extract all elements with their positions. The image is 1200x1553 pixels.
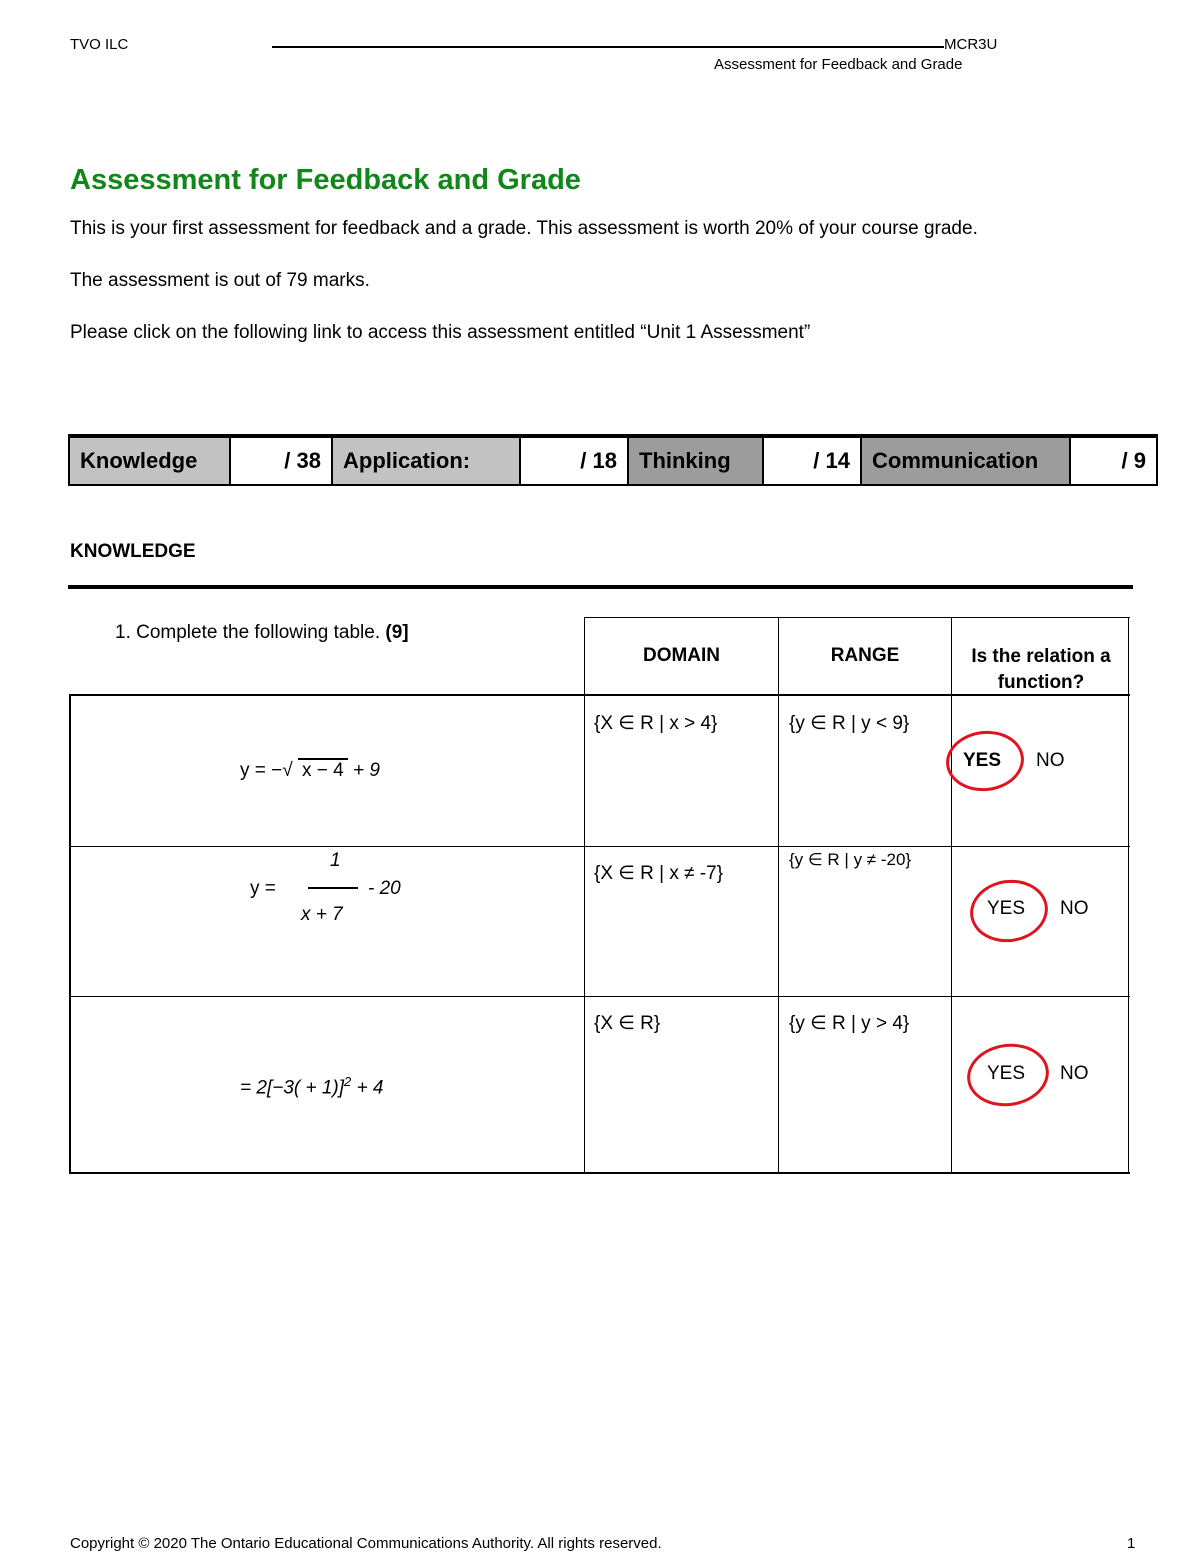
score-label-application: Application: bbox=[332, 436, 520, 485]
header-rule bbox=[272, 46, 944, 48]
row-1-yes-circle bbox=[943, 727, 1027, 795]
row-1-eq-lhs: y = −√ bbox=[240, 760, 293, 781]
section-heading: KNOWLEDGE bbox=[70, 541, 196, 562]
row-1-eq-radicand: x − 4 bbox=[298, 758, 348, 781]
header-course: MCR3U bbox=[944, 36, 998, 53]
row-2-no: NO bbox=[1060, 898, 1089, 919]
intro-paragraph-1: This is your first assessment for feedback and a grade. This assessment is worth 20% of your course grade. bbox=[70, 218, 978, 239]
row-3-eq-tail: + 4 bbox=[356, 1077, 384, 1099]
footer-copyright: Copyright © 2020 The Ontario Educational Communications Authority. All rights reserved. bbox=[70, 1535, 662, 1552]
question-1 bbox=[115, 622, 409, 644]
row-2-yes: YES bbox=[987, 898, 1026, 919]
row-2-fraction-bar bbox=[308, 887, 358, 889]
row-1-domain: {X ∈ R | x > 4} bbox=[594, 713, 718, 734]
row-3-eq-main: = 2[−3( + 1)] bbox=[240, 1077, 345, 1099]
row-2-yes-circle bbox=[966, 875, 1052, 947]
intro-paragraph-3: Please click on the following link to access this assessment entitled “Unit 1 Assessment” bbox=[70, 322, 811, 343]
row-3-domain: {X ∈ R} bbox=[594, 1013, 661, 1034]
score-value-knowledge: / 38 bbox=[230, 436, 332, 485]
header-subtitle: Assessment for Feedback and Grade bbox=[714, 56, 963, 73]
row-1-range: {y ∈ R | y < 9} bbox=[789, 713, 910, 734]
row-1-no: NO bbox=[1036, 750, 1065, 771]
intro-paragraph-2: The assessment is out of 79 marks. bbox=[70, 270, 370, 291]
score-summary-table bbox=[68, 434, 1158, 486]
question-1-text: 1. Complete the following table. bbox=[115, 622, 381, 643]
grid-line bbox=[69, 846, 1130, 847]
grid-line bbox=[69, 1172, 1130, 1174]
header-is-function: Is the relation a function? bbox=[971, 646, 1111, 693]
grid-line bbox=[69, 694, 71, 1174]
row-3-equation bbox=[240, 1074, 384, 1099]
page-number: 1 bbox=[1127, 1535, 1136, 1552]
row-2-eq-denominator: x + 7 bbox=[301, 904, 343, 925]
score-row bbox=[69, 436, 1157, 485]
section-rule bbox=[68, 585, 1133, 589]
row-3-yes-circle bbox=[963, 1039, 1053, 1112]
score-label-thinking: Thinking bbox=[628, 436, 763, 485]
header-org: TVO ILC bbox=[70, 36, 129, 53]
row-2-eq-lhs: y = bbox=[250, 878, 276, 899]
row-1-eq-tail: + 9 bbox=[352, 760, 380, 781]
grid-line bbox=[69, 996, 1130, 997]
grid-line bbox=[584, 617, 585, 1174]
score-value-thinking: / 14 bbox=[763, 436, 861, 485]
row-3-eq-exponent: 2 bbox=[344, 1074, 352, 1089]
grid-line bbox=[584, 617, 1130, 618]
header-range: RANGE bbox=[830, 645, 900, 666]
row-3-no: NO bbox=[1060, 1063, 1089, 1084]
page-title: Assessment for Feedback and Grade bbox=[70, 164, 581, 196]
row-2-eq-numerator: 1 bbox=[330, 850, 341, 871]
row-3-range: {y ∈ R | y > 4} bbox=[789, 1013, 910, 1034]
grid-line bbox=[951, 617, 952, 1174]
row-2-range: {y ∈ R | y ≠ -20} bbox=[789, 850, 912, 869]
row-3-yes: YES bbox=[987, 1063, 1026, 1084]
row-2-domain: {X ∈ R | x ≠ -7} bbox=[594, 863, 724, 884]
question-1-marks: (9] bbox=[385, 622, 409, 643]
row-1-yes: YES bbox=[963, 750, 1002, 771]
score-value-communication: / 9 bbox=[1070, 436, 1157, 485]
row-1-equation bbox=[240, 760, 380, 782]
score-label-knowledge: Knowledge bbox=[69, 436, 230, 485]
score-label-communication: Communication bbox=[861, 436, 1070, 485]
score-value-application: / 18 bbox=[520, 436, 628, 485]
grid-line bbox=[778, 617, 779, 1174]
row-2-eq-tail: - 20 bbox=[368, 878, 401, 899]
grid-line bbox=[1128, 617, 1129, 1174]
header-domain: DOMAIN bbox=[642, 645, 721, 666]
